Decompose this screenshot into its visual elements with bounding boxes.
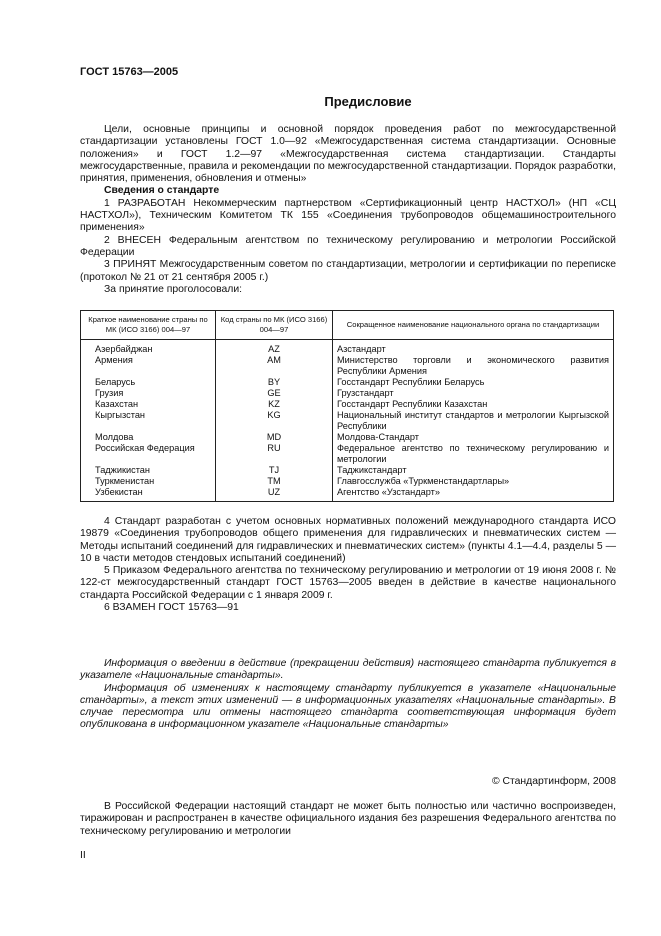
country-name: Кыргызстан bbox=[81, 410, 216, 432]
intro-paragraph: Цели, основные принципы и основной порядок проведения работ по межгосударственной стандартизации установлены ГОСТ 1.0—92 «Межгосударственная система стандартизации. Основные положения» и ГОСТ 1.2—97 «Межгосударственная система стандартизации. Стандарты межгосударственные, правила и рекомендации по межгосударственной стандартизации. Порядок разработки, принятия, применения, обновления и отмены» bbox=[80, 124, 616, 185]
column-header: Сокращенное наименование национального органа по стандартизации bbox=[333, 311, 614, 340]
table-row bbox=[81, 487, 614, 502]
standards-body: Национальный институт стандартов и метрологии Кыргызской Республики bbox=[333, 410, 614, 432]
voting-table bbox=[80, 310, 614, 502]
country-name: Таджикистан bbox=[81, 465, 216, 476]
table-row bbox=[81, 465, 614, 476]
items-section bbox=[80, 516, 616, 614]
page-number: II bbox=[80, 850, 86, 861]
standards-body: Федеральное агентство по техническому регулированию и метрологии bbox=[333, 443, 614, 465]
column-header: Краткое наименование страны по МК (ИСО 3166) 004—97 bbox=[81, 311, 216, 340]
preface-section bbox=[80, 124, 616, 296]
country-code: RU bbox=[216, 443, 333, 465]
column-header: Код страны по МК (ИСО 3166) 004—97 bbox=[216, 311, 333, 340]
document-header: ГОСТ 15763—2005 bbox=[80, 66, 179, 78]
rights-section bbox=[80, 801, 616, 838]
table-row bbox=[81, 340, 614, 356]
country-name: Грузия bbox=[81, 388, 216, 399]
country-code: KZ bbox=[216, 399, 333, 410]
standards-body: Агентство «Узстандарт» bbox=[333, 487, 614, 502]
standards-body: Главгосслужба «Туркменстандартлары» bbox=[333, 476, 614, 487]
country-code: MD bbox=[216, 432, 333, 443]
table-row bbox=[81, 377, 614, 388]
country-name: Российская Федерация bbox=[81, 443, 216, 465]
country-name: Казахстан bbox=[81, 399, 216, 410]
standards-body: Госстандарт Республики Беларусь bbox=[333, 377, 614, 388]
country-name: Узбекистан bbox=[81, 487, 216, 502]
table-row bbox=[81, 410, 614, 432]
item-paragraph: 3 ПРИНЯТ Межгосударственным советом по стандартизации, метрологии и сертификации по переписке (протокол № 21 от 21 сентября 2005 г.) bbox=[80, 259, 616, 283]
country-code: BY bbox=[216, 377, 333, 388]
country-name: Молдова bbox=[81, 432, 216, 443]
country-name: Азербайджан bbox=[81, 340, 216, 356]
standards-body: Таджикстандарт bbox=[333, 465, 614, 476]
page-title: Предисловие bbox=[324, 94, 412, 109]
item-paragraph: 4 Стандарт разработан с учетом основных нормативных положений международного стандарта ИСО 19879 «Соединения трубопроводов общего применения для гидравлических и пневматических систем — Методы испытаний соединений для гидравлических и пневматических систем» (пункты 4.1—4.4, разделы 5 — 10 в части методов стендовых испытаний соединений) bbox=[80, 516, 616, 564]
standards-body: Грузстандарт bbox=[333, 388, 614, 399]
standards-body: Министерство торговли и экономического развития Республики Армения bbox=[333, 355, 614, 377]
table-row bbox=[81, 443, 614, 465]
country-code: TJ bbox=[216, 465, 333, 476]
rights-paragraph: В Российской Федерации настоящий стандарт не может быть полностью или частично воспроизведен, тиражирован и распространен в качестве официального издания без разрешения Федерального агентства по техническому регулированию и метрологии bbox=[80, 801, 616, 837]
note-paragraph: Информация об изменениях к настоящему стандарту публикуется в указателе «Национальные стандарты», а текст этих изменений — в информационных указателях «Национальные стандарты». В случае пересмотра или отмены настоящего стандарта соответствующая информация будет опубликована в информационном указателе «Национальные стандарты» bbox=[80, 682, 616, 731]
country-name: Беларусь bbox=[81, 377, 216, 388]
note-paragraph: Информация о введении в действие (прекращении действия) настоящего стандарта публикуется в указателе «Национальные стандарты». bbox=[80, 658, 616, 682]
info-heading: Сведения о стандарте bbox=[104, 185, 220, 197]
item-paragraph: 1 РАЗРАБОТАН Некоммерческим партнерством «Сертификационный центр НАСТХОЛ» (НП «СЦ НАСТХОЛ»), Техническим Комитетом ТК 155 «Соединения трубопроводов общемашиностроительного применения» bbox=[80, 197, 616, 234]
country-name: Туркменистан bbox=[81, 476, 216, 487]
country-name: Армения bbox=[81, 355, 216, 377]
item-paragraph: 2 ВНЕСЕН Федеральным агентством по техническому регулированию и метрологии Российской Федерации bbox=[80, 234, 616, 258]
country-code: TM bbox=[216, 476, 333, 487]
standards-body: Молдова-Стандарт bbox=[333, 432, 614, 443]
item-paragraph: 5 Приказом Федерального агентства по техническому регулированию и метрологии от 19 июня 2008 г. № 122-ст межгосударственный стандарт ГОСТ 15763—2005 введен в действие в качестве национального стандарта Российской Федерации с 1 января 2009 г. bbox=[80, 565, 616, 601]
table-row bbox=[81, 399, 614, 410]
country-code: AM bbox=[216, 355, 333, 377]
notes-section bbox=[80, 658, 616, 732]
item-paragraph: За принятие проголосовали: bbox=[104, 283, 243, 295]
copyright: © Стандартинформ, 2008 bbox=[491, 776, 616, 787]
table-row bbox=[81, 355, 614, 377]
standards-body: Азстандарт bbox=[333, 340, 614, 356]
country-code: UZ bbox=[216, 487, 333, 502]
country-code: AZ bbox=[216, 340, 333, 356]
table-row bbox=[81, 432, 614, 443]
table-row bbox=[81, 476, 614, 487]
country-code: GE bbox=[216, 388, 333, 399]
standards-body: Госстандарт Республики Казахстан bbox=[333, 399, 614, 410]
item-paragraph: 6 ВЗАМЕН ГОСТ 15763—91 bbox=[104, 602, 239, 614]
table-row bbox=[81, 388, 614, 399]
country-code: KG bbox=[216, 410, 333, 432]
